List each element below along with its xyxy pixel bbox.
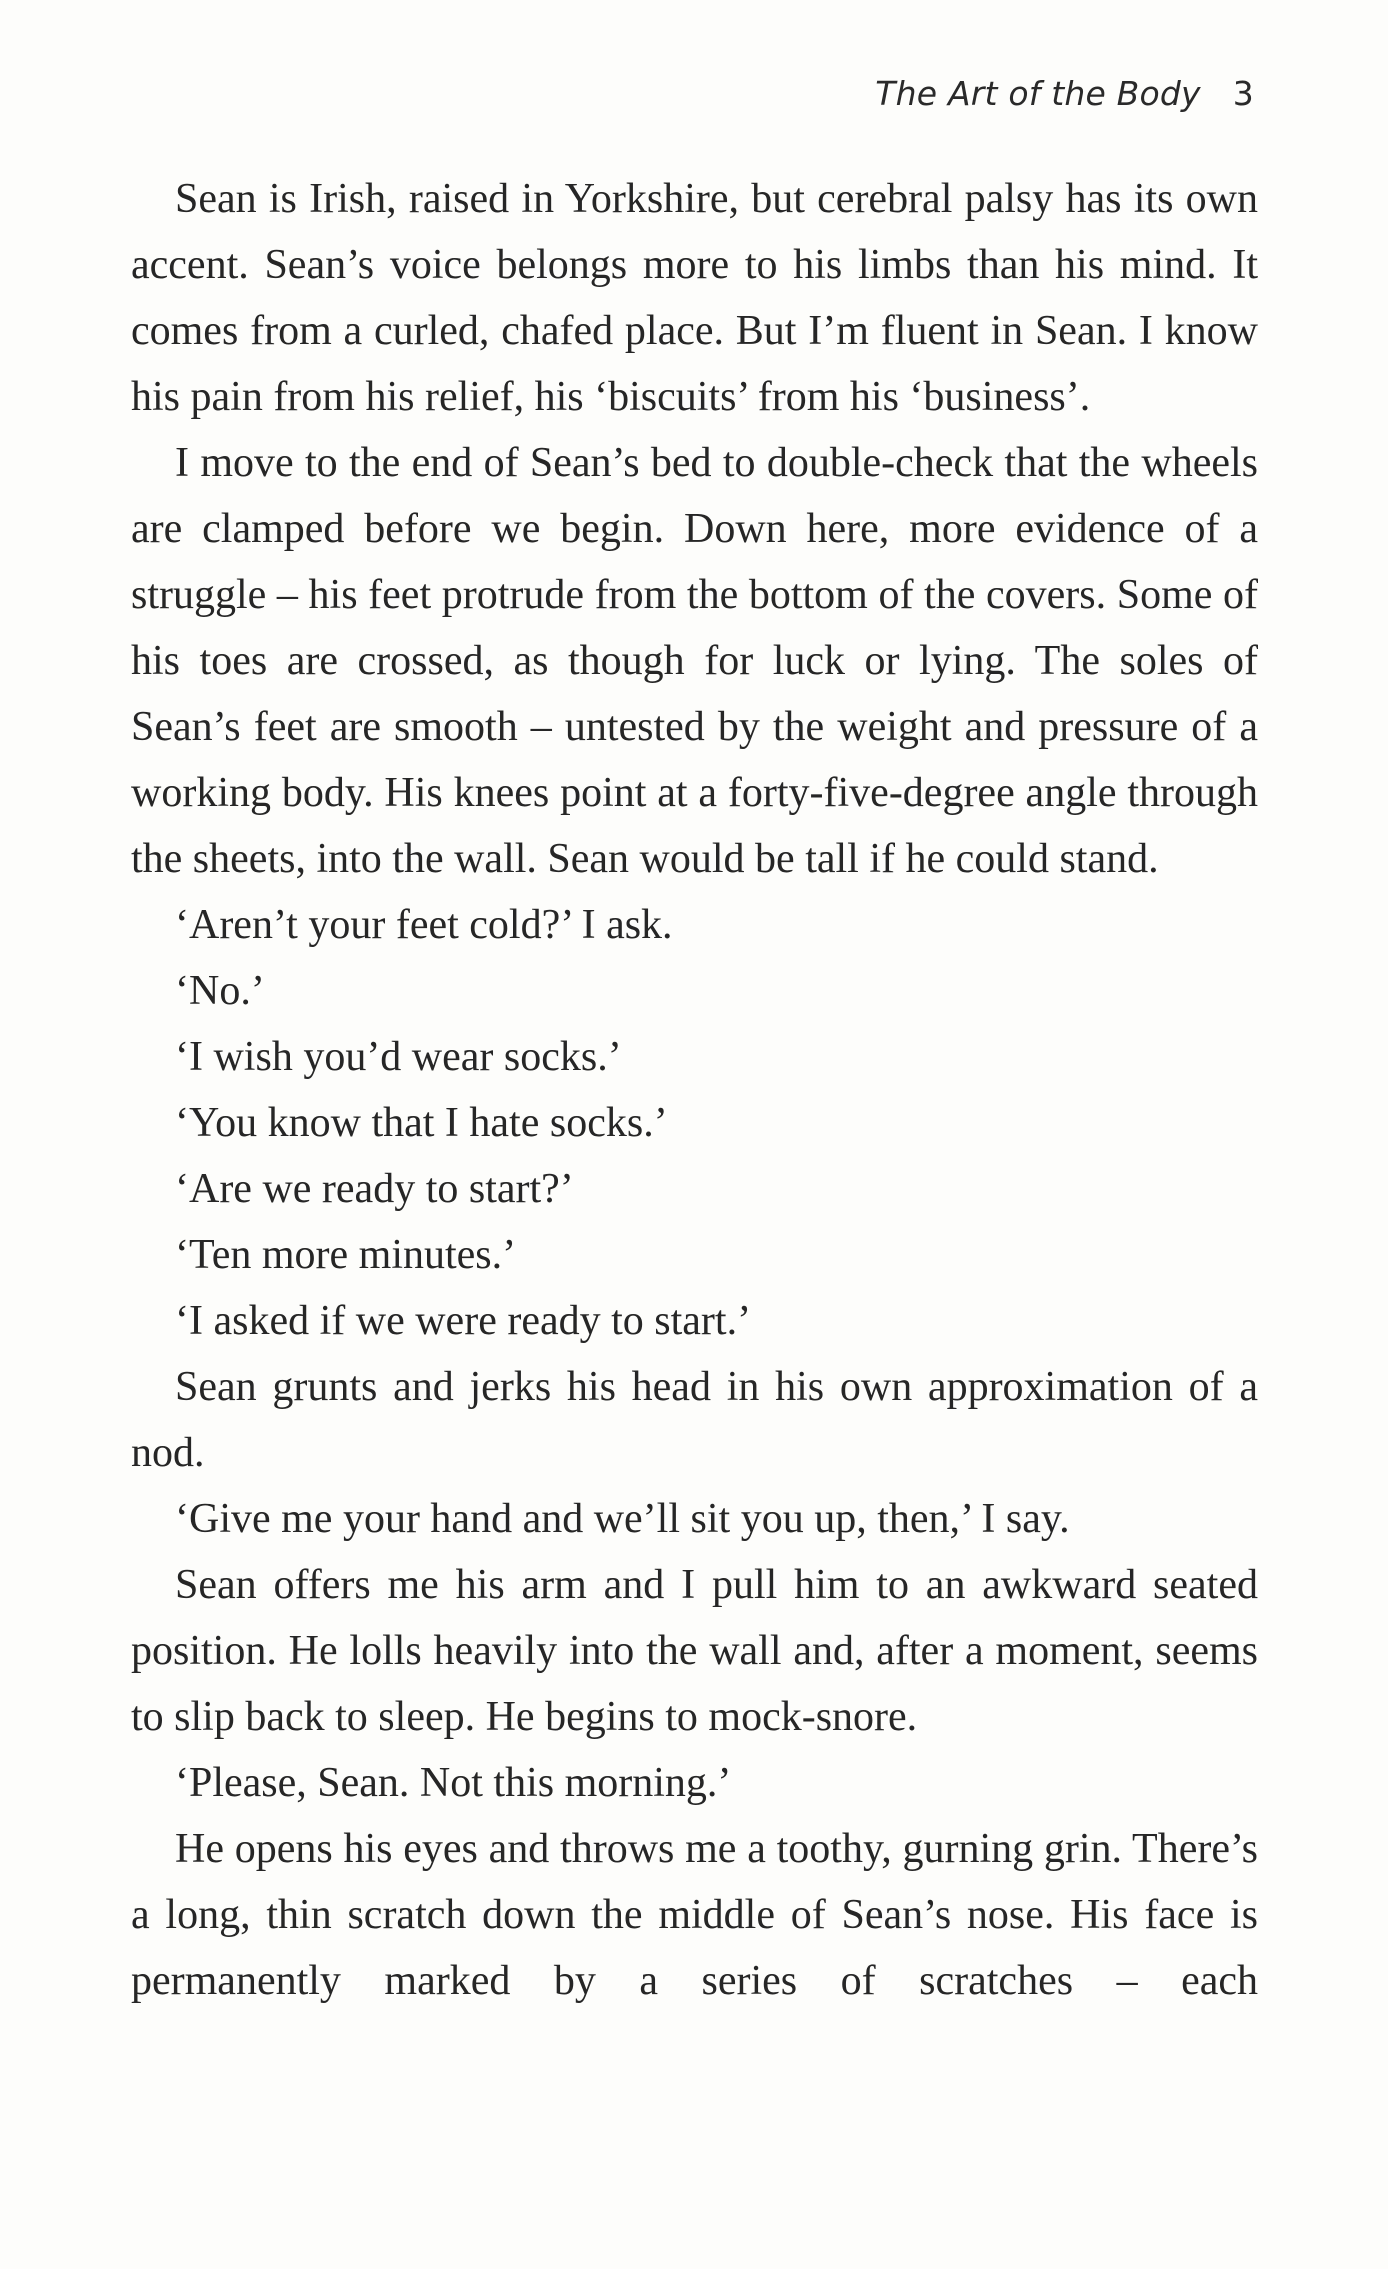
dialogue-line: ‘No.’ — [175, 968, 265, 1014]
paragraph: Sean offers me his arm and I pull him to an awkward seated position. He lolls heavily into the wall and, after a moment, seems to slip back to sleep. He begins to mock-snore. — [131, 1562, 1258, 1740]
running-header-title: The Art of the Body — [875, 74, 1201, 113]
paragraph: He opens his eyes and throws me a toothy, gurning grin. There’s a long, thin scratch down the middle of Sean’s nose. His face is permanently marked by a series of scratches – each — [131, 1826, 1258, 2004]
dialogue-line: ‘Please, Sean. Not this morning.’ — [175, 1760, 732, 1806]
dialogue-line: ‘I asked if we were ready to start.’ — [175, 1298, 752, 1344]
dialogue-line: ‘Ten more minutes.’ — [175, 1232, 517, 1278]
body-text — [131, 166, 1258, 2014]
paragraph: I move to the end of Sean’s bed to double-check that the wheels are clamped before we begin. Down here, more evidence of a struggle – his feet protrude from the bottom of the covers. Some of his toes are crossed, as though for luck or lying. The soles of Sean’s feet are smooth – untested by the weight and pressure of a working body. His knees point at a forty-five-degree angle through the sheets, into the wall. Sean would be tall if he could stand. — [131, 440, 1258, 882]
dialogue-line: ‘Are we ready to start?’ — [175, 1166, 574, 1212]
running-header — [875, 74, 1254, 113]
dialogue-line: ‘I wish you’d wear socks.’ — [175, 1034, 622, 1080]
page-number: 3 — [1232, 74, 1254, 113]
dialogue-line: ‘Give me your hand and we’ll sit you up, then,’ I say. — [175, 1496, 1070, 1542]
dialogue-line: ‘You know that I hate socks.’ — [175, 1100, 668, 1146]
dialogue-line: ‘Aren’t your feet cold?’ I ask. — [175, 902, 673, 948]
paragraph: Sean grunts and jerks his head in his own approximation of a nod. — [131, 1364, 1258, 1476]
paragraph: Sean is Irish, raised in Yorkshire, but cerebral palsy has its own accent. Sean’s voice belongs more to his limbs than his mind. It comes from a curled, chafed place. But I’m fluent in Sean. I know his pain from his relief, his ‘biscuits’ from his ‘business’. — [131, 176, 1258, 420]
